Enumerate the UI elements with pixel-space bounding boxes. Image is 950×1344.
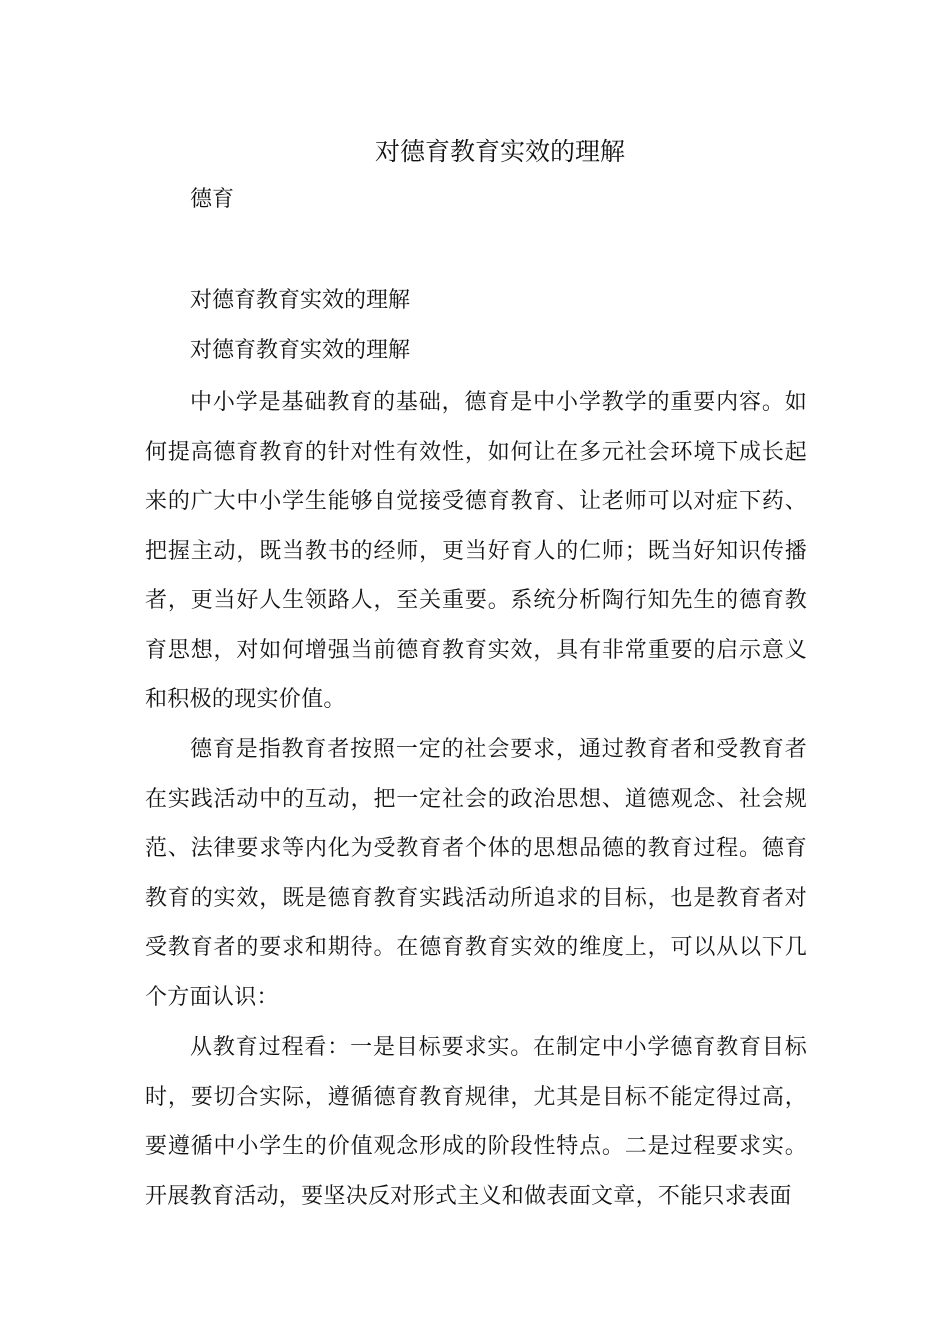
category-label: 德育 — [190, 187, 235, 212]
body-paragraph: 中小学是基础教育的基础，德育是中小学教学的重要内容。如何提高德育教育的针对性有效性，如何让在多元社会环境下成长起来的广大中小学生能够自觉接受德育教育、让老师可以对症下药、把握主动，既当教书的经师，更当好育人的仁师；既当好知识传播者，更当好人生领路人，至关重要。系统分析陶行知先生的德育教育思想，对如何增强当前德育教育实效，具有非常重要的启示意义和积极的现实价值。 — [145, 390, 807, 712]
document-title: 对德育教育实效的理解 — [374, 137, 625, 166]
subtitle-line: 对德育教育实效的理解 — [190, 288, 411, 313]
body-paragraph: 从教育过程看：一是目标要求实。在制定中小学德育教育目标时，要切合实际，遵循德育教育规律，尤其是目标不能定得过高，要遵循中小学生的价值观念形成的阶段性特点。二是过程要求实。开展教育活动，要坚决反对形式主义和做表面文章，不能只求表面 — [145, 1035, 807, 1209]
subtitle-line: 对德育教育实效的理解 — [190, 338, 411, 363]
body-paragraph: 德育是指教育者按照一定的社会要求，通过教育者和受教育者在实践活动中的互动，把一定社会的政治思想、道德观念、社会规范、法律要求等内化为受教育者个体的思想品德的教育过程。德育教育的实效，既是德育教育实践活动所追求的目标，也是教育者对受教育者的要求和期待。在德育教育实效的维度上，可以从以下几个方面认识： — [145, 737, 807, 1010]
